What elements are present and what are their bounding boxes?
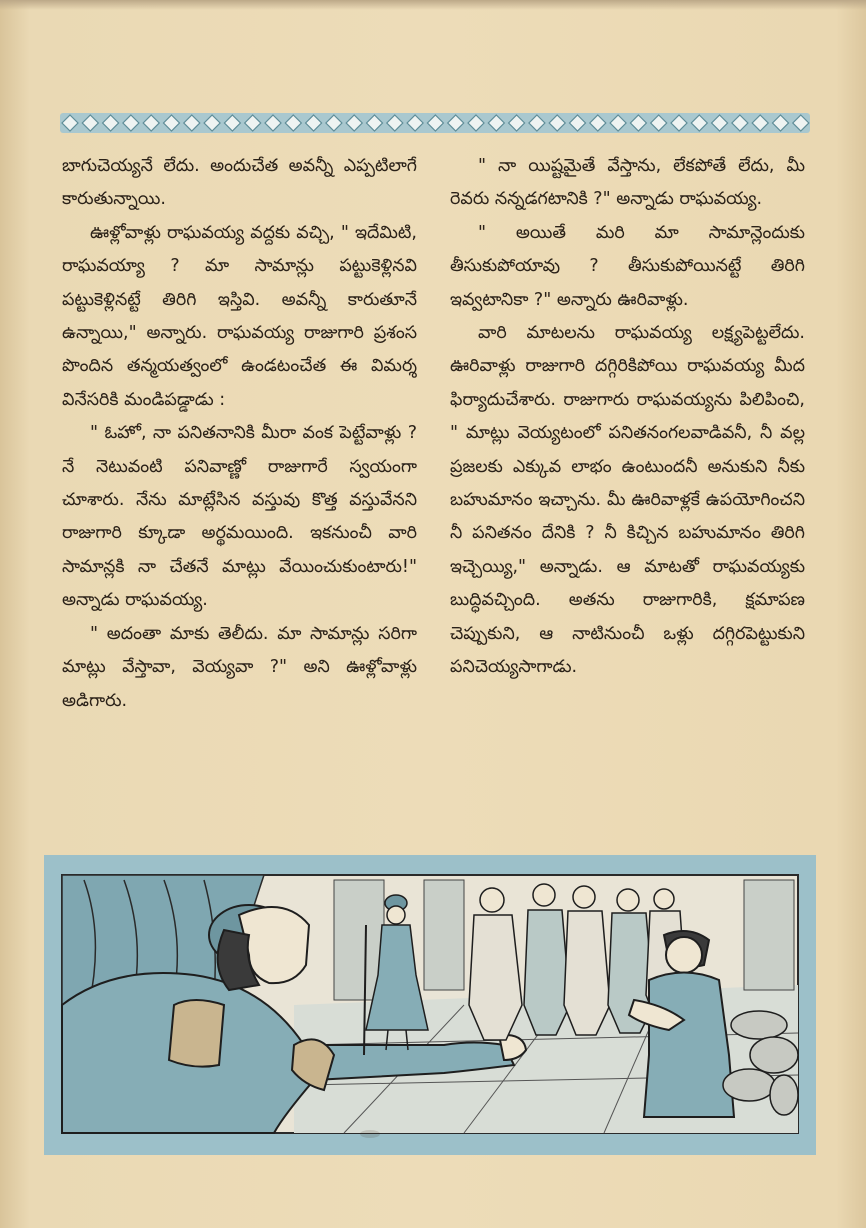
paragraph: " అయితే మరి మా సామాన్లెందుకు తీసుకుపోయావు ? తీసుకుపోయినట్టే తిరిగి ఇవ్వటానికా ?" అన్నారు ఊరివాళ్లు. — [450, 222, 805, 310]
paragraph: బాగుచెయ్యనే లేదు. అందుచేత అవన్నీ ఎప్పటిలాగే కారుతున్నాయి. — [62, 156, 417, 210]
page-edge-shadow — [0, 0, 866, 10]
right-column — [450, 150, 805, 685]
decorative-border-icon — [60, 110, 810, 136]
left-column — [62, 150, 417, 718]
king-pointing-illustration-icon — [44, 855, 816, 1155]
paragraph: " నా యిష్టమైతే వేస్తాను, లేకపోతే లేదు, మీ రెవరు నన్నడగటానికి ?" అన్నాడు రాఘవయ్య. — [450, 156, 805, 210]
paragraph: " ఓహో, నా పనితనానికి మీరా వంక పెట్టేవాళ్లు ? నే నెటువంటి పనివాణ్ణో రాజుగారే స్వయంగా చూశారు. నేను మాట్లేసిన వస్తువు కొత్త వస్తువేనని రాజుగారి క్కూడా అర్థమయింది. ఇకనుంచీ వారి సామాన్లకి నా చేతనే మాట్లు వేయించుకుంటారు!" అన్నాడు రాఘవయ్య. — [62, 423, 417, 611]
paragraph: ఊళ్లోవాళ్లు రాఘవయ్య వద్దకు వచ్చి, " ఇదేమిటి, రాఘవయ్యా ? మా సామాన్లు పట్టుకెళ్లినవి పట్టుకెళ్లినట్టే తిరిగి ఇస్తివి. అవన్నీ కారుతూనే ఉన్నాయి," అన్నారు. రాఘవయ్య రాజుగారి ప్రశంస పొందిన తన్మయత్వంలో ఉండటంచేత ఈ విమర్శ వినేసరికి మండిపడ్డాడు : — [62, 222, 417, 410]
ink-smudge — [360, 1130, 380, 1138]
paragraph: " అదంతా మాకు తెలీదు. మా సామాన్లు సరిగా మాట్లు వేస్తావా, వెయ్యవా ?" అని ఊళ్లోవాళ్లు అడిగారు. — [62, 623, 417, 711]
paragraph: వారి మాటలను రాఘవయ్య లక్ష్యపెట్టలేదు. ఊరివాళ్లు రాజుగారి దగ్గిరికిపోయి రాఘవయ్య మీద ఫిర్యాదుచేశారు. రాజుగారు రాఘవయ్యను పిలిపించి, " మాట్లు వెయ్యటంలో పనితనంగలవాడివనీ, నీ వల్ల ప్రజలకు ఎక్కువ లాభం ఉంటుందనీ అనుకుని నీకు బహుమానం ఇచ్చాను. మీ ఊరివాళ్లకే ఉపయోగించని నీ పనితనం దేనికి ? నీ కిచ్చిన బహుమానం తిరిగి ఇచ్చెయ్యి," అన్నాడు. ఆ మాటతో రాఘవయ్యకు బుద్ధివచ్చింది. అతను రాజుగారికి, క్షమాపణ చెప్పుకుని, ఆ నాటినుంచీ ఒళ్లు దగ్గిరపెట్టుకుని పనిచెయ్యసాగాడు. — [450, 323, 805, 678]
story-illustration — [44, 855, 816, 1155]
